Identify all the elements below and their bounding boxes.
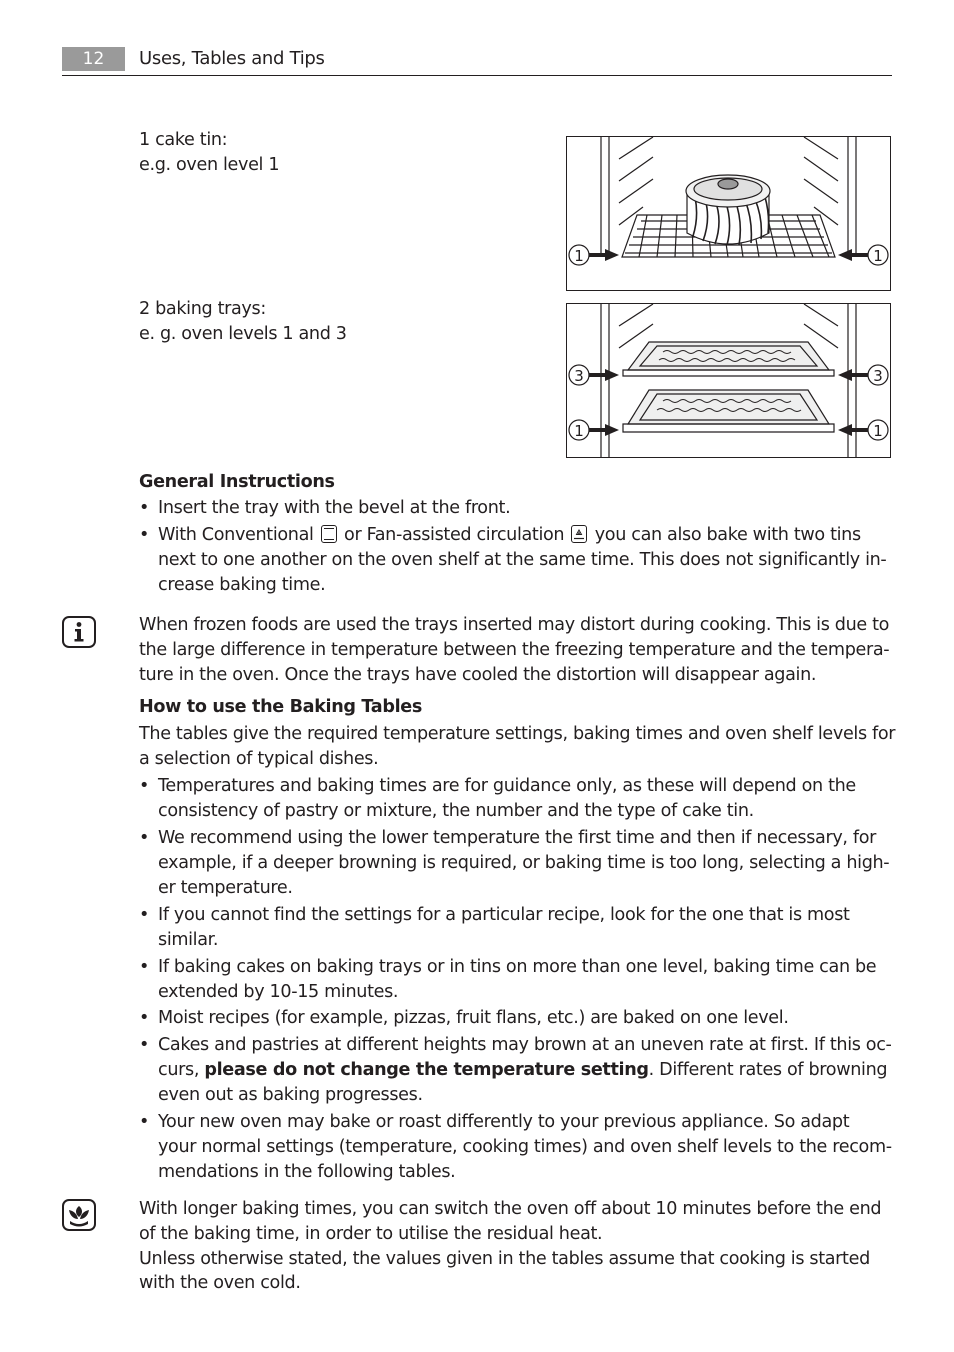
temperature-warning: please do not change the temperature setting (204, 1059, 649, 1080)
list-item: • Moist recipes (for example, pizzas, fruit flans, etc.) are baked on one level. (139, 1008, 789, 1028)
list-item: • With Conventional or Fan-assisted circulation you can also bake with two tins next to one another on the oven shelf at the same time. This does not significantly in- crease baking time. (139, 525, 887, 595)
fan-circulation-icon (571, 525, 587, 543)
list-item: • We recommend using the lower temperature the first time and then if necessary, for example, if a deeper browning is required, or baking time is too long, selecting a high- er temperature. (139, 828, 890, 898)
section-title: Uses, Tables and Tips (139, 48, 325, 69)
lower-level-marker-right: 1 (873, 422, 883, 440)
list-item: • Insert the tray with the bevel at the front. (139, 498, 511, 518)
lower-level-marker-left: 1 (574, 422, 584, 440)
baking-tables-intro: The tables give the required temperature settings, baking times and oven shelf levels for a selection of typical dishes. (139, 724, 896, 769)
upper-level-marker-left: 3 (574, 367, 584, 385)
baking-trays-caption: 2 baking trays: e. g. oven levels 1 and 3 (139, 299, 347, 344)
list-item: • Cakes and pastries at different heights may brown at an uneven rate at first. If this oc- curs, please do not change the temperature setting. Different rates of browning even out as baking progresses. (139, 1035, 892, 1105)
list-item: • If baking cakes on baking trays or in tins on more than one level, baking time can be extended by 10-15 minutes. (139, 957, 877, 1002)
info-icon (62, 616, 96, 648)
frozen-foods-note: When frozen foods are used the trays inserted may distort during cooking. This is due to the large difference in temperature between the freezing temperature and the tempera- ture in the oven. Once the trays have cooled the distortion will disappear again. (139, 615, 890, 685)
page-header (62, 45, 892, 76)
level-marker-left: 1 (574, 247, 584, 265)
level-marker-right: 1 (873, 247, 883, 265)
list-item: • If you cannot find the settings for a particular recipe, look for the one that is most similar. (139, 905, 850, 950)
conventional-heat-icon (321, 525, 337, 543)
general-instructions-heading: General Instructions (139, 472, 335, 492)
cake-tin-caption: 1 cake tin: e.g. oven level 1 (139, 130, 280, 175)
list-item: • Your new oven may bake or roast differently to your previous appliance. So adapt your normal settings (temperature, cooking times) and oven shelf levels to the recom- mendations in the following tables. (139, 1112, 892, 1182)
baking-tables-heading: How to use the Baking Tables (139, 697, 422, 717)
eco-leaf-icon (62, 1199, 96, 1231)
list-item: • Temperatures and baking times are for guidance only, as these will depend on the consistency of pastry or mixture, the number and the type of cake tin. (139, 776, 856, 821)
page-number: 12 (62, 47, 125, 71)
residual-heat-note: With longer baking times, you can switch the oven off about 10 minutes before the end of the baking time, in order to utilise the residual heat. Unless otherwise stated, the values given in the tables assume that cooking is started with the oven cold. (139, 1199, 882, 1294)
upper-level-marker-right: 3 (873, 367, 883, 385)
oven-baking-trays-illustration (566, 303, 891, 458)
oven-cake-tin-illustration (566, 136, 891, 291)
